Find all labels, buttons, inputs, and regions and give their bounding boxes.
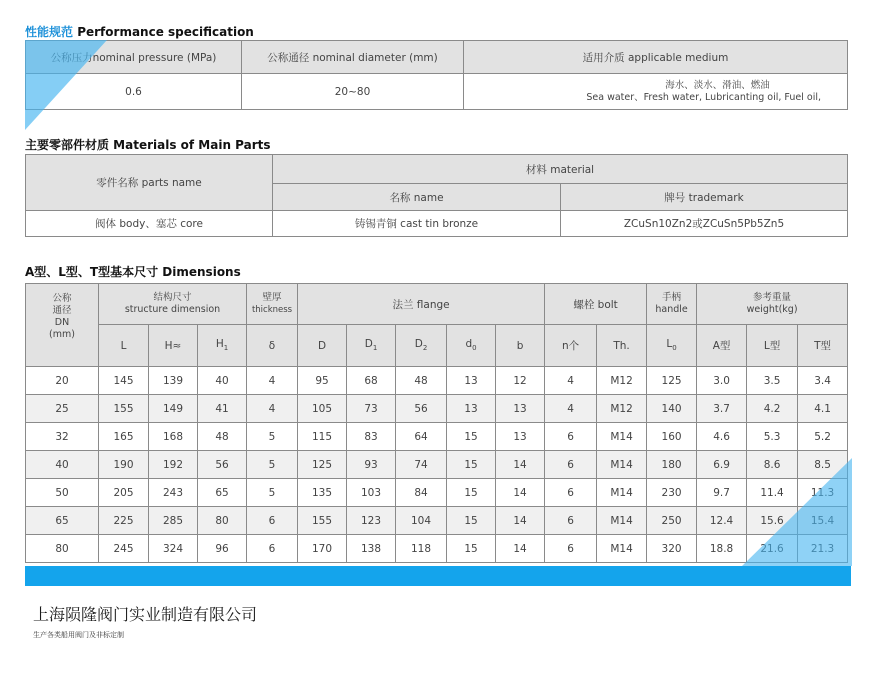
table-cell: 8.5	[798, 451, 848, 479]
table-cell: 320	[647, 535, 697, 563]
part-header: 零件名称 parts name	[26, 155, 273, 211]
structure-header-cn: 结构尺寸	[153, 292, 192, 303]
material-header: 材料 material	[273, 155, 848, 184]
table-cell: 15	[447, 507, 496, 535]
col-n: n个	[545, 325, 597, 367]
table-cell: 65	[26, 507, 99, 535]
table-cell: 74	[396, 451, 447, 479]
table-cell: 9.7	[697, 479, 747, 507]
trademark-header: 牌号 trademark	[561, 184, 848, 211]
table-cell: 5	[247, 451, 298, 479]
company-slogan: 生产各类船用阀门及非标定制	[33, 631, 124, 639]
col-d0	[447, 325, 496, 367]
table-cell: M14	[597, 535, 647, 563]
table-cell: 41	[198, 395, 247, 423]
col-T: T型	[798, 325, 848, 367]
corner-accent-top-left	[25, 40, 107, 130]
table-cell: 14	[496, 535, 545, 563]
table-row	[26, 451, 848, 479]
table-cell: 83	[347, 423, 396, 451]
weight-header-cn: 参考重量	[753, 292, 792, 303]
table-cell: 12	[496, 367, 545, 395]
structure-header	[99, 284, 247, 325]
col-D2-sub: 2	[422, 344, 428, 353]
table-cell: 190	[99, 451, 149, 479]
table-cell: 125	[298, 451, 347, 479]
table-row	[26, 479, 848, 507]
accent-bar	[25, 566, 851, 586]
table-cell: 192	[149, 451, 198, 479]
table-cell: 20	[26, 367, 99, 395]
dn-header-line1: 公称	[52, 293, 72, 304]
table-cell: 165	[99, 423, 149, 451]
dn-header-line3: DN	[54, 317, 70, 328]
table-row	[26, 423, 848, 451]
table-cell: M14	[597, 479, 647, 507]
table-row	[26, 395, 848, 423]
table-row	[26, 507, 848, 535]
table-cell: 80	[198, 507, 247, 535]
table-cell: 155	[298, 507, 347, 535]
table-cell: 324	[149, 535, 198, 563]
table-cell: 6	[545, 451, 597, 479]
table-cell: 12.4	[697, 507, 747, 535]
table-cell: 5.2	[798, 423, 848, 451]
col-D2	[396, 325, 447, 367]
table-cell: 4.2	[747, 395, 798, 423]
performance-table	[25, 40, 848, 110]
table-cell: 13	[447, 367, 496, 395]
medium-cn: 海水、淡水、滑油、燃油	[665, 79, 770, 91]
col-d0-sub: 0	[472, 344, 477, 353]
table-cell: 13	[496, 423, 545, 451]
table-cell: 245	[99, 535, 149, 563]
col-H1	[198, 325, 247, 367]
table-cell: 103	[347, 479, 396, 507]
col-D1-sub: 1	[372, 344, 378, 353]
table-cell: 160	[647, 423, 697, 451]
table-cell: 4.6	[697, 423, 747, 451]
col-H1-sub: 1	[223, 344, 229, 353]
table-cell: 6	[545, 479, 597, 507]
diameter-header: 公称通径 nominal diameter (mm)	[242, 41, 464, 74]
table-cell: 40	[198, 367, 247, 395]
col-D: D	[298, 325, 347, 367]
table-cell: 21.3	[798, 535, 848, 563]
table-cell: 15	[447, 451, 496, 479]
table-cell: 8.6	[747, 451, 798, 479]
table-cell: 32	[26, 423, 99, 451]
table-cell: 205	[99, 479, 149, 507]
table-cell: 15	[447, 423, 496, 451]
table-cell: 230	[647, 479, 697, 507]
medium-header: 适用介质 applicable medium	[464, 41, 848, 74]
table-cell: 14	[496, 479, 545, 507]
table-cell: 6	[545, 423, 597, 451]
table-cell: M14	[597, 423, 647, 451]
table-cell: 68	[347, 367, 396, 395]
table-cell: 118	[396, 535, 447, 563]
table-cell: 56	[198, 451, 247, 479]
col-H1-label: H	[215, 338, 224, 351]
table-cell: 3.0	[697, 367, 747, 395]
table-cell: 5	[247, 423, 298, 451]
performance-title	[25, 23, 254, 40]
dn-header-line4: (mm)	[49, 329, 75, 340]
medium-en: Sea water、Fresh water, Lubricanting oil, Fuel oil,	[586, 91, 821, 103]
table-cell: 15	[447, 535, 496, 563]
performance-title-cn: 性能规范	[25, 25, 74, 39]
thickness-header-cn: 壁厚	[262, 292, 282, 303]
table-cell: M12	[597, 367, 647, 395]
thickness-header	[247, 284, 298, 325]
table-row	[26, 367, 848, 395]
table-cell: 225	[99, 507, 149, 535]
table-cell: 168	[149, 423, 198, 451]
table-cell: 149	[149, 395, 198, 423]
table-cell: 56	[396, 395, 447, 423]
table-cell: 80	[26, 535, 99, 563]
table-cell: 140	[647, 395, 697, 423]
table-cell: 123	[347, 507, 396, 535]
dimensions-table	[25, 283, 848, 563]
table-cell: 84	[396, 479, 447, 507]
table-cell: 15.6	[747, 507, 798, 535]
table-cell: 285	[149, 507, 198, 535]
table-cell: 11.3	[798, 479, 848, 507]
table-cell: 40	[26, 451, 99, 479]
table-cell: 6	[247, 507, 298, 535]
table-cell: M14	[597, 507, 647, 535]
table-cell: 4	[545, 395, 597, 423]
col-delta: δ	[247, 325, 298, 367]
company-name: 上海陨隆阀门实业制造有限公司	[33, 605, 258, 624]
table-cell: 115	[298, 423, 347, 451]
table-cell: M14	[597, 451, 647, 479]
table-cell: 5.3	[747, 423, 798, 451]
flange-header: 法兰 flange	[298, 284, 545, 325]
table-cell: 13	[496, 395, 545, 423]
table-cell: 104	[396, 507, 447, 535]
table-cell: 65	[198, 479, 247, 507]
table-cell: 155	[99, 395, 149, 423]
dn-header-line2: 通径	[52, 305, 72, 316]
table-cell: 73	[347, 395, 396, 423]
col-D2-label: D	[414, 338, 423, 351]
dimensions-title: A型、L型、T型基本尺寸 Dimensions	[25, 265, 241, 279]
table-cell: 138	[347, 535, 396, 563]
structure-header-en: structure dimension	[124, 304, 221, 315]
pressure-header: 公称压力nominal pressure (MPa)	[26, 41, 242, 74]
table-cell: 4.1	[798, 395, 848, 423]
table-cell: 96	[198, 535, 247, 563]
table-cell: 250	[647, 507, 697, 535]
col-Th: Th.	[597, 325, 647, 367]
dn-header	[26, 284, 99, 367]
table-cell: 6	[545, 507, 597, 535]
table-cell: 48	[198, 423, 247, 451]
table-cell: 14	[496, 507, 545, 535]
table-cell: 180	[647, 451, 697, 479]
handle-header-cn: 手柄	[662, 292, 682, 303]
table-cell: 14	[496, 451, 545, 479]
table-cell: 18.8	[697, 535, 747, 563]
bolt-header: 螺栓 bolt	[545, 284, 647, 325]
table-cell: 170	[298, 535, 347, 563]
table-cell: 243	[149, 479, 198, 507]
col-H: H≈	[149, 325, 198, 367]
materials-table	[25, 154, 848, 237]
table-cell: 15	[447, 479, 496, 507]
table-cell: 25	[26, 395, 99, 423]
table-cell: 4	[247, 395, 298, 423]
table-cell: 4	[545, 367, 597, 395]
handle-header	[647, 284, 697, 325]
table-cell: 4	[247, 367, 298, 395]
table-cell: 139	[149, 367, 198, 395]
table-cell: 95	[298, 367, 347, 395]
medium-value	[464, 74, 848, 110]
table-cell: 145	[99, 367, 149, 395]
name-value: 铸锡青铜 cast tin bronze	[273, 211, 561, 237]
col-D1	[347, 325, 396, 367]
table-cell: 64	[396, 423, 447, 451]
table-cell: 135	[298, 479, 347, 507]
pressure-value: 0.6	[26, 74, 242, 110]
diameter-value: 20~80	[242, 74, 464, 110]
performance-title-en: Performance specification	[77, 25, 254, 39]
table-cell: 50	[26, 479, 99, 507]
col-L0-sub: 0	[672, 344, 677, 353]
table-cell: 125	[647, 367, 697, 395]
col-L: L	[99, 325, 149, 367]
col-A: A型	[697, 325, 747, 367]
table-cell: 3.5	[747, 367, 798, 395]
corner-accent-bottom-right	[742, 458, 852, 566]
table-cell: 3.4	[798, 367, 848, 395]
table-cell: 21.6	[747, 535, 798, 563]
table-cell: 48	[396, 367, 447, 395]
part-value: 阀体 body、塞芯 core	[26, 211, 273, 237]
col-L0	[647, 325, 697, 367]
table-cell: 5	[247, 479, 298, 507]
dimensions-body	[26, 367, 848, 563]
weight-header	[697, 284, 848, 325]
col-L0-label: L	[666, 338, 673, 351]
thickness-header-en: thickness	[251, 305, 293, 315]
weight-header-en: weight(kg)	[746, 304, 798, 315]
table-cell: 11.4	[747, 479, 798, 507]
col-d0-label: d	[465, 338, 473, 351]
table-row	[26, 535, 848, 563]
table-cell: 93	[347, 451, 396, 479]
table-cell: 6.9	[697, 451, 747, 479]
table-cell: 15.4	[798, 507, 848, 535]
table-cell: 6	[247, 535, 298, 563]
table-cell: M12	[597, 395, 647, 423]
col-b: b	[496, 325, 545, 367]
table-cell: 3.7	[697, 395, 747, 423]
col-D1-label: D	[364, 338, 373, 351]
name-header: 名称 name	[273, 184, 561, 211]
table-cell: 13	[447, 395, 496, 423]
materials-title: 主要零部件材质 Materials of Main Parts	[25, 138, 271, 152]
trademark-value: ZCuSn10Zn2或ZCuSn5Pb5Zn5	[561, 211, 848, 237]
col-Ltype: L型	[747, 325, 798, 367]
table-cell: 6	[545, 535, 597, 563]
handle-header-en: handle	[655, 304, 688, 315]
table-cell: 105	[298, 395, 347, 423]
